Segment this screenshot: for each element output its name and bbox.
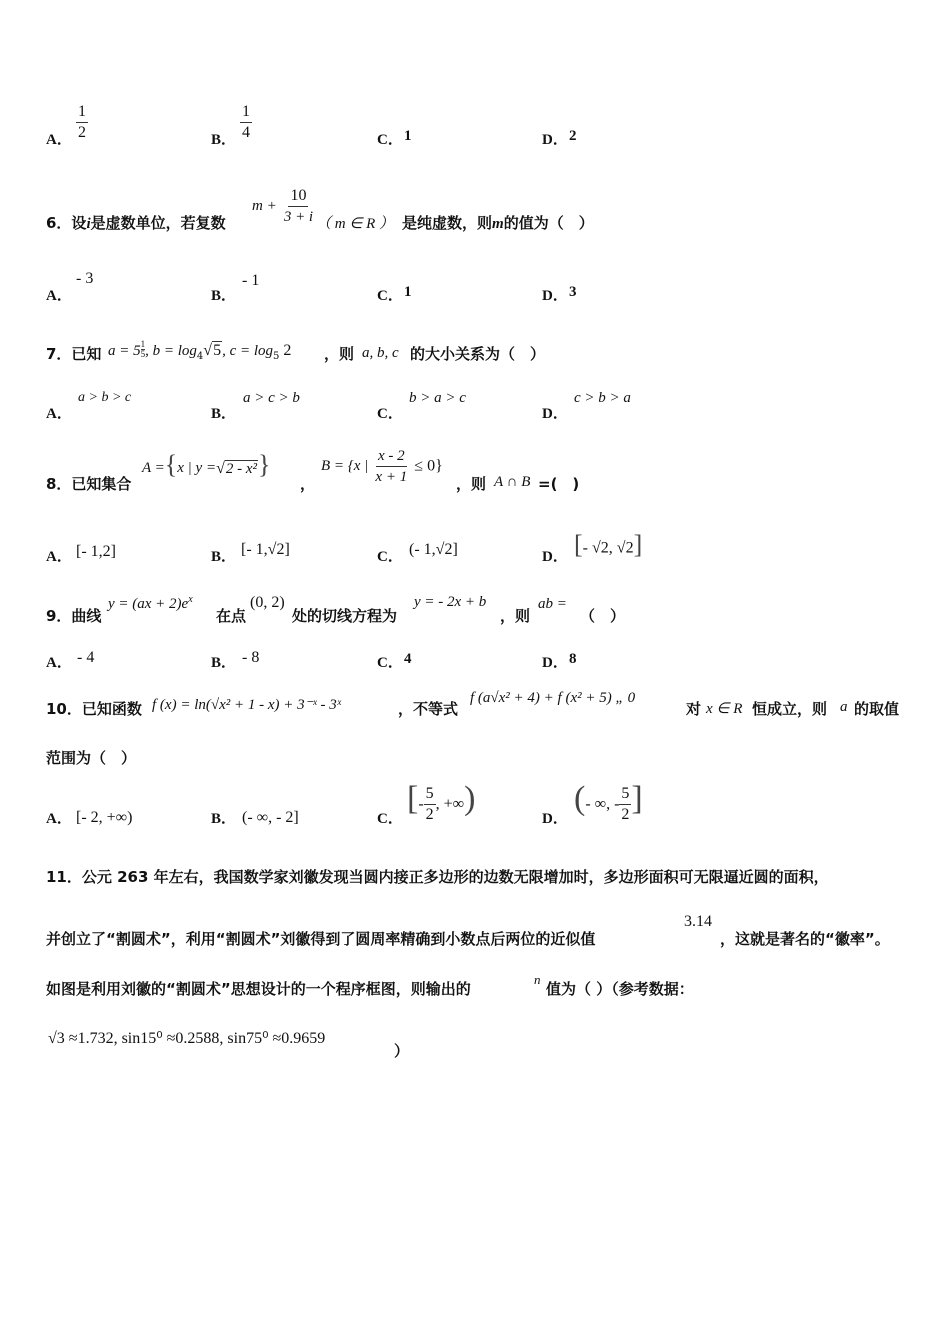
q8-frac-den: x + 1 xyxy=(375,469,408,485)
q6-option-c-label[interactable]: C． xyxy=(377,288,403,304)
q8-option-c-label[interactable]: C． xyxy=(377,549,403,565)
q7-exp-den: 5 xyxy=(140,349,146,359)
q9-option-a-value: - 4 xyxy=(77,649,95,666)
q6-stem-prefix: 6．设i是虚数单位，若复数 xyxy=(46,214,226,232)
q5-option-c-value: 1 xyxy=(404,128,412,144)
q11-line2b: ，这就是著名的“徽率”。 xyxy=(720,930,890,948)
q8-option-d-value: [- √2, √2] xyxy=(574,530,643,559)
q5-option-b-label[interactable]: B． xyxy=(211,132,237,148)
q10-ineq-text: ，不等式 xyxy=(398,700,459,718)
q8-sep: ， xyxy=(300,475,316,493)
q6-option-a-label[interactable]: A． xyxy=(46,288,72,304)
q6-option-b-value: - 1 xyxy=(242,272,260,289)
q10-option-c-value: [- $\frac{5}{2}$ , +∞) xyxy=(407,780,476,823)
q7-vars: a, b, c xyxy=(362,345,399,361)
q8-option-b-value: [- 1,√2] xyxy=(241,541,290,558)
q11-line3b: 值为（ ）（参考数据： xyxy=(546,980,694,998)
q10-option-a-value: [- 2, +∞) xyxy=(76,809,133,826)
q7-exp-num: 1 xyxy=(140,339,146,349)
q8-set-a: A ={x | y =√2 - x²} xyxy=(142,450,271,479)
q8-option-c-value: (- 1,√2] xyxy=(409,541,458,558)
q10-for: 对 xyxy=(686,700,702,718)
q11-close-paren: ） xyxy=(394,1042,410,1060)
q9-tangent-text: 处的切线方程为 xyxy=(292,607,398,625)
q10-function: f (x) = ln(√x² + 1 - x) + 3⁻ˣ - 3ˣ xyxy=(152,697,342,713)
q6-option-b-label[interactable]: B． xyxy=(211,288,237,304)
q6-option-d-label[interactable]: D． xyxy=(542,288,568,304)
q9-option-d-label[interactable]: D． xyxy=(542,655,568,671)
q7-option-c-label[interactable]: C． xyxy=(377,406,403,422)
q11-n-var: n xyxy=(534,972,541,987)
q9-point: (0, 2) xyxy=(250,594,285,611)
q8-option-d-label[interactable]: D． xyxy=(542,549,568,565)
q7-option-d-value: c > b > a xyxy=(574,390,631,406)
q9-stem-prefix: 9．曲线 xyxy=(46,607,102,625)
q8-intersection: A ∩ B xyxy=(494,474,531,490)
q8-then: ，则 xyxy=(456,475,487,493)
q7-option-b-label[interactable]: B． xyxy=(211,406,237,422)
q10-stem-prefix: 10．已知函数 xyxy=(46,700,142,718)
q10-a-var: a xyxy=(840,699,848,715)
q7-b-base: 4 xyxy=(196,351,204,363)
q5-a-numerator: 1 xyxy=(76,102,88,123)
q7-c-arg: 2 xyxy=(279,342,292,359)
q10-c-num: 5 xyxy=(424,784,436,805)
q10-c-den: 2 xyxy=(425,806,434,823)
q5-option-b-value xyxy=(240,102,252,143)
q9-option-c-value: 4 xyxy=(404,651,412,667)
q10-d-den: 2 xyxy=(621,806,630,823)
q9-option-a-label[interactable]: A． xyxy=(46,655,72,671)
q10-inequality: f (a√x² + 4) + f (x² + 5) „ 0 xyxy=(470,690,636,706)
q5-b-numerator: 1 xyxy=(240,102,252,123)
q10-stem-line2: 范围为（ ） xyxy=(46,749,137,767)
q8-set-b: B = {x | $\frac{x - 2}{x + 1}$ ≤ 0} xyxy=(321,448,443,485)
q10-holds: 恒成立，则 xyxy=(752,700,828,718)
q7-stem-prefix: 7．已知 xyxy=(46,345,102,363)
q7-definitions: a = 5 $\frac{1}{5}$ , $b = \log_4√5$, $c = \log_5 2$ xyxy=(108,339,292,363)
q10-option-a-label[interactable]: A． xyxy=(46,811,72,827)
q9-at-point: 在点 xyxy=(216,607,247,625)
q10-d-num: 5 xyxy=(619,784,631,805)
q5-option-a-label[interactable]: A． xyxy=(46,132,72,148)
q10-range-text: 的取值 xyxy=(854,700,900,718)
q9-option-b-label[interactable]: B． xyxy=(211,655,237,671)
q6-option-d-value: 3 xyxy=(569,284,577,300)
q9-option-b-value: - 8 xyxy=(242,649,260,666)
q10-domain: x ∈ R xyxy=(706,701,743,717)
q6-option-c-value: 1 xyxy=(404,284,412,300)
q7-option-d-label[interactable]: D． xyxy=(542,406,568,422)
q8-set-a-radicand: 2 - x² xyxy=(225,460,257,477)
q11-line2a: 并创立了“割圆术”，利用“割圆术”刘徽得到了圆周率精确到小数点后两位的近似值 xyxy=(46,930,596,948)
q6-option-a-value: - 3 xyxy=(76,270,94,287)
q8-option-b-label[interactable]: B． xyxy=(211,549,237,565)
q6-condition: （ m ∈ R ） xyxy=(316,216,395,232)
q10-option-d-label[interactable]: D． xyxy=(542,811,568,827)
q7-then: ，则 xyxy=(324,345,355,363)
q9-option-c-label[interactable]: C． xyxy=(377,655,403,671)
q7-c-base: 5 xyxy=(273,351,280,363)
q8-option-a-value: [- 1,2] xyxy=(76,543,116,560)
q5-option-d-value: 2 xyxy=(569,128,577,144)
q8-stem-suffix: =( ) xyxy=(538,475,580,493)
q7-b-arg: 5 xyxy=(213,342,222,359)
q7-option-c-value: b > a > c xyxy=(409,390,466,406)
q6-i-var: i xyxy=(86,216,91,232)
q6-m-var: m xyxy=(492,216,504,232)
q5-b-denominator: 4 xyxy=(242,124,250,141)
q5-a-denominator: 2 xyxy=(78,124,86,141)
q10-option-c-label[interactable]: C． xyxy=(377,811,403,827)
q6-frac-numerator: 10 xyxy=(288,186,308,207)
q6-frac-denominator: 3 + i xyxy=(283,209,314,225)
q8-option-a-label[interactable]: A． xyxy=(46,549,72,565)
q9-ab: ab = xyxy=(538,596,567,612)
q8-frac-num: x - 2 xyxy=(376,446,407,467)
q9-curve: $y = (ax + 2)e^x$ xyxy=(108,594,193,612)
q5-option-c-label[interactable]: C． xyxy=(377,132,403,148)
q9-paren: （ ） xyxy=(580,607,626,625)
q11-line3a: 如图是利用刘徽的“割圆术”思想设计的一个程序框图，则输出的 xyxy=(46,980,471,998)
q7-stem-suffix: 的大小关系为（ ） xyxy=(410,345,546,363)
q6-stem-suffix: 是纯虚数，则m的值为（ ） xyxy=(402,214,594,232)
q11-reference-data: √3 ≈1.732, sin15⁰ ≈0.2588, sin75⁰ ≈0.9659 xyxy=(48,1030,326,1047)
q9-curve-exp: x xyxy=(188,594,193,605)
q10-option-b-value: (- ∞, - 2] xyxy=(242,809,299,826)
q5-option-a-value xyxy=(76,102,88,143)
q9-option-d-value: 8 xyxy=(569,651,577,667)
q10-option-b-label[interactable]: B． xyxy=(211,811,237,827)
q7-option-b-value: a > c > b xyxy=(243,390,300,406)
q7-option-a-label[interactable]: A． xyxy=(46,406,72,422)
q8-stem-prefix: 8．已知集合 xyxy=(46,475,132,493)
q9-tangent: y = - 2x + b xyxy=(414,594,487,610)
q11-pi-value: 3.14 xyxy=(684,913,712,930)
q9-then: ，则 xyxy=(500,607,531,625)
q7-option-a-value: a > b > c xyxy=(78,390,132,405)
q5-option-d-label[interactable]: D． xyxy=(542,132,568,148)
q6-complex-expression: m + $\frac{10}{3 + i}$ xyxy=(252,187,314,225)
q11-line1: 11．公元 263 年左右，我国数学家刘徽发现当圆内接正多边形的边数无限增加时，多边形面积可无限逼近圆的面积， xyxy=(46,868,829,886)
q10-option-d-value: (- ∞, - $\frac{5}{2}$ ] xyxy=(574,780,643,823)
